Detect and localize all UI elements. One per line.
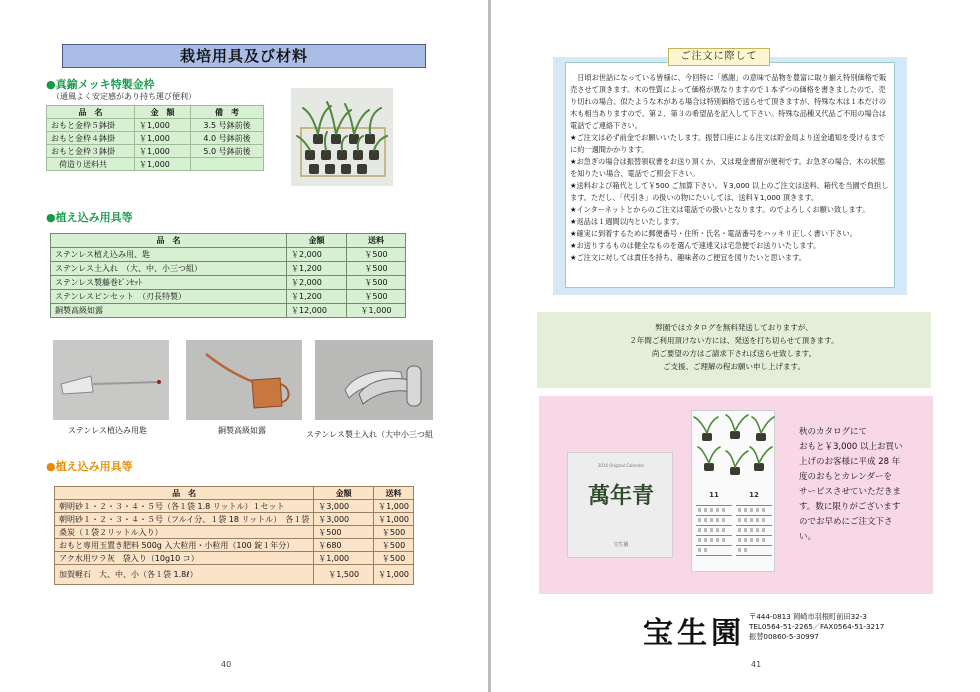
plant-frame-photo	[291, 88, 393, 186]
promo-line: い。	[799, 532, 817, 542]
table-row	[47, 158, 264, 171]
page-right	[491, 0, 980, 692]
column-header: 送料	[374, 487, 414, 500]
page-number: 40	[221, 660, 232, 669]
table-row	[55, 500, 414, 513]
calendar-cover-publisher: 宝生園	[613, 542, 629, 548]
table-cell: ￥1,200	[287, 290, 347, 304]
promo-line: 上げのお客様に平成 28 年	[799, 457, 901, 467]
shop-address	[749, 612, 884, 642]
column-header: 金額	[314, 487, 374, 500]
promo-line: 度のおもとカレンダーを	[799, 472, 892, 482]
table-row	[51, 304, 406, 318]
column-header: 品 名	[47, 106, 135, 119]
catalog-notice-text	[537, 321, 931, 373]
table-cell: ￥1,200	[287, 262, 347, 276]
table-cell: おもと金枠５鉢掛	[47, 119, 135, 132]
table-cell: ￥1,000	[135, 145, 191, 158]
table-cell: ステンレス植え込み用、匙	[51, 248, 287, 262]
catalog-line: 弊園ではカタログを無料発送しておりますが、	[655, 323, 813, 332]
table-row	[47, 145, 264, 158]
table-row	[47, 132, 264, 145]
page-title: 栽培用具及び材料	[62, 44, 426, 68]
table-cell: ￥1,000	[135, 132, 191, 145]
table-cell: ￥680	[314, 539, 374, 552]
watering-can-caption: 銅製高級如露	[218, 426, 266, 435]
order-paragraph: ★ご注文は必ず前金でお願いいたします。振替口座による注文は貯金局より送金通知を受けるまでに約一週間かかります。	[570, 133, 885, 154]
frames-price-table	[46, 105, 264, 171]
table-cell: ￥2,000	[287, 276, 347, 290]
table-cell: 朝明砂１・２・３・４・５号（フルイ分、１袋 18 リットル） 各１袋	[55, 513, 314, 526]
table-cell: おもと金枠３鉢掛	[47, 145, 135, 158]
table-cell: ￥500	[347, 248, 406, 262]
address-line: TEL0564-51-2265／FAX0564-51-3217	[749, 622, 885, 631]
table-row	[55, 565, 414, 585]
table-cell: ステンレス土入れ （大、中、小三つ組）	[51, 262, 287, 276]
order-paragraph: ★返品は１週間以内といたします。	[570, 217, 684, 226]
spoon-caption: ステンレス植込み用匙	[68, 426, 147, 435]
section-note-frames: （通風よく安定感があり持ち運び便利）	[52, 92, 196, 101]
column-header: 品 名	[55, 487, 314, 500]
table-cell: 加賀軽石 大、中、小（各１袋 1.8ℓ）	[55, 565, 314, 585]
watering-can-illustration	[186, 340, 302, 420]
table-cell: ￥1,000	[374, 565, 414, 585]
column-header: 備 考	[191, 106, 264, 119]
potted-plants-illustration	[291, 88, 393, 186]
watering-can-photo	[186, 340, 302, 420]
soil-scoop-photo	[315, 340, 433, 420]
table-cell: ￥500	[347, 262, 406, 276]
table-cell: 4.0 号鉢前後	[191, 132, 264, 145]
table-cell: ステンレスピンセット （刃長特製）	[51, 290, 287, 304]
column-header: 送料	[347, 234, 406, 248]
section-heading-materials: ●植え込み用具等	[46, 460, 133, 473]
table-cell: 桑炭（１袋２リットル入り）	[55, 526, 314, 539]
order-notice-title: ご注文に際して	[668, 48, 770, 66]
spoon-photo	[53, 340, 169, 420]
order-notice-text	[570, 72, 892, 264]
spoon-illustration	[53, 340, 169, 420]
table-cell: ￥3,000	[314, 500, 374, 513]
calendar-cover-title: 萬年青	[587, 483, 654, 509]
column-header: 品 名	[51, 234, 287, 248]
calendar-page	[691, 410, 775, 572]
table-cell: ￥2,000	[287, 248, 347, 262]
table-cell	[191, 158, 264, 171]
table-cell: ￥12,000	[287, 304, 347, 318]
table-cell: ￥1,000	[135, 158, 191, 171]
soil-scoop-caption: ステンレス製土入れ（大中小三つ組	[306, 430, 433, 439]
order-paragraph: ★送料および箱代として￥500 ご加算下さい。￥3,000 以上のご注文は送料、箱代を当園で負担します。ただし、「代引き」の扱いの物にたいしては、送料￥1,000 頂きます。	[570, 181, 889, 202]
table-header-row	[47, 106, 264, 119]
table-cell: ￥500	[314, 526, 374, 539]
table-cell: 銅製高級如露	[51, 304, 287, 318]
table-header-row	[55, 487, 414, 500]
table-cell: おもと専用玉置き肥料 500g 入大粒用・小粒用（100 錠１年分）	[55, 539, 314, 552]
table-cell: ￥1,000	[135, 119, 191, 132]
section-heading-frames: ●真鍮メッキ特製金枠	[46, 78, 155, 91]
table-header-row	[51, 234, 406, 248]
page-number: 41	[751, 660, 762, 669]
order-paragraph: ★インターネットとからのご注文は電話での扱いとなります。のでよろしくお願い致します。	[570, 205, 870, 214]
table-row	[55, 513, 414, 526]
calendar-month-label: 11	[709, 491, 719, 499]
table-row	[55, 552, 414, 565]
promo-line: 秋のカタログにて	[799, 427, 868, 437]
promo-line: のでお早めにご注文下さ	[799, 517, 893, 527]
table-cell: ￥3,000	[314, 513, 374, 526]
table-row	[51, 262, 406, 276]
order-paragraph: 日頃お世話になっている皆様に、今回特に「感謝」の意味で品物を豊富に取り揃え特別価格で販売させて頂きます。木の性質によって価格が異なりますので１本ずつの価格を書きましたので、売り切れの場合、似たような木がある場合は特別価格で送らせて頂きますが、特殊な木は１本だけの木も相当ありますので、第２、第３の希望品を記入して下さい。特殊な品種又代品ご不用の場合は電話でご連絡下さい。	[570, 73, 887, 130]
table-cell: ￥500	[374, 539, 414, 552]
calendar-promo-text	[799, 425, 923, 545]
promo-line: す。数に限りがございます	[799, 502, 901, 512]
materials-price-table	[54, 486, 414, 585]
shop-logo: 宝生園	[643, 616, 745, 651]
catalog-line: ご支援、ご理解の程お願い申し上げます。	[663, 362, 805, 371]
order-paragraph: ★お急ぎの場合は振替領収書をお送り頂くか、又は現金書留が便利です。お急ぎの場合、木の状態を知りたい場合、電話でご照会下さい。	[570, 157, 885, 178]
catalog-line: ２年間ご利用頂けない方には、発送を打ち切らせて頂きます。	[629, 336, 839, 345]
table-cell: ￥1,000	[374, 500, 414, 513]
table-cell: ￥500	[347, 276, 406, 290]
table-row	[51, 290, 406, 304]
order-paragraph: ★確実に到着するために郵便番号・住所・氏名・電話番号をハッキリ正しく書い下さい。	[570, 229, 857, 238]
calendar-month-label: 12	[749, 491, 759, 499]
calendar-grid-illustration	[692, 503, 776, 569]
table-cell: 5.0 号鉢前後	[191, 145, 264, 158]
table-row	[51, 248, 406, 262]
order-paragraph: ★お送りするものは健全なものを選んで速達又は宅急便でお送りいたします。	[570, 241, 821, 250]
soil-scoop-illustration	[315, 340, 433, 420]
column-header: 金 額	[135, 106, 191, 119]
calendar-cover-label: 2016 Original Calendar	[597, 463, 645, 468]
promo-line: おもと￥3,000 以上お買い	[799, 442, 903, 452]
table-cell: ￥1,000	[347, 304, 406, 318]
table-cell: ￥1,000	[374, 513, 414, 526]
tools-price-table	[50, 233, 406, 318]
table-cell: 3.5 号鉢前後	[191, 119, 264, 132]
table-cell: ￥500	[374, 526, 414, 539]
promo-line: サービスさせていただきま	[799, 487, 902, 497]
table-row	[55, 526, 414, 539]
table-cell: ￥1,000	[314, 552, 374, 565]
calendar-cover	[567, 452, 673, 558]
address-line: 〒444-0813 岡崎市羽根町前田32-3	[749, 612, 867, 621]
table-cell: アク水用ワラ灰 袋入り（10g10 コ）	[55, 552, 314, 565]
address-line: 振替00860-5-30997	[749, 632, 819, 641]
table-cell: 荷造り送料共	[47, 158, 135, 171]
table-row	[51, 276, 406, 290]
table-cell: 朝明砂１・２・３・４・５号（各１袋 1.8 リットル）１セット	[55, 500, 314, 513]
table-cell: おもと金枠４鉢掛	[47, 132, 135, 145]
table-row	[55, 539, 414, 552]
table-cell: ステンレス製藤巻ﾋﾟﾝｾｯﾄ	[51, 276, 287, 290]
table-cell: ￥500	[347, 290, 406, 304]
column-header: 金額	[287, 234, 347, 248]
calendar-plants-illustration	[692, 413, 776, 491]
table-cell: ￥1,500	[314, 565, 374, 585]
table-cell: ￥500	[374, 552, 414, 565]
page-left	[0, 0, 488, 692]
section-heading-tools: ●植え込み用具等	[46, 211, 133, 224]
order-paragraph: ★ご注文に対しては責任を持ち、趣味者のご便宜を図りたいと思います。	[570, 253, 806, 262]
catalog-line: 尚ご要望の方はご請求下されば送らせ致します。	[651, 349, 817, 358]
table-row	[47, 119, 264, 132]
